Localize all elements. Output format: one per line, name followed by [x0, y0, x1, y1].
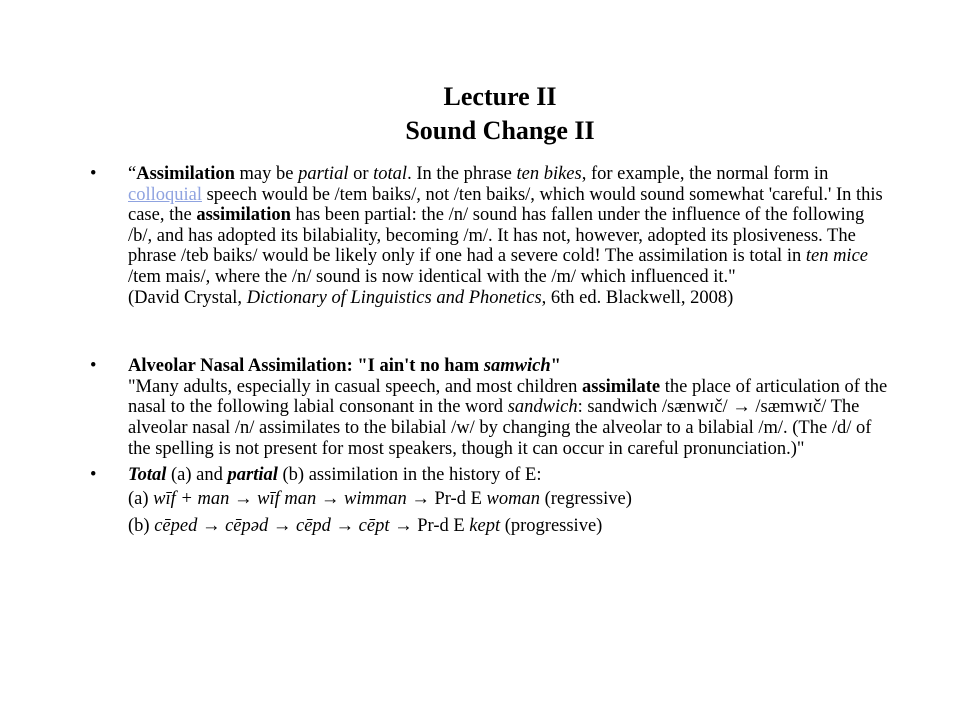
text: has been partial: the /n/ sound has fallen under the influence of the following /b/, and has adopted its bilabiality, becoming /m/. It has not, however, adopted its plosiveness. The phrase /teb baiks/ would be likely only if one had a severe cold! The assimilation is total in — [128, 205, 865, 267]
bullet-item-alveolar-nasal — [90, 356, 890, 459]
citation-title: Dictionary of Linguistics and Phonetics — [246, 287, 542, 308]
term-assimilation: Assimilation — [136, 164, 235, 184]
bullet-marker: • — [90, 356, 97, 377]
text: the place of articulation of the nasal to the following labial consonant in the word — [128, 376, 888, 418]
text: "Many adults, especially in casual speech, and most children — [128, 376, 582, 397]
form: cēpt — [358, 515, 390, 536]
text: or — [348, 164, 374, 184]
form: wīf man — [257, 488, 317, 509]
example-ten-bikes: ten bikes — [516, 164, 582, 184]
title-line-1: Lecture II — [443, 82, 557, 111]
alveolar-quote-text — [128, 377, 890, 459]
heading-text: Alveolar Nasal Assimilation: "I ain't no ham — [128, 356, 484, 377]
term-partial: partial — [227, 465, 278, 486]
bullet-marker: • — [90, 465, 97, 486]
example-sandwich: sandwich — [507, 397, 578, 418]
form: cēpəd — [225, 515, 269, 536]
content — [90, 164, 890, 540]
bullet-item-crystal-quote — [90, 164, 890, 308]
text: → — [330, 515, 359, 536]
crystal-quote-text — [128, 164, 890, 288]
bullet-item-history — [90, 465, 890, 486]
text: , for example, the normal form in — [581, 164, 829, 184]
example-line-a — [90, 486, 890, 513]
alveolar-heading — [128, 356, 890, 377]
text: (regressive) — [539, 488, 632, 509]
form: woman — [486, 488, 540, 509]
heading-italic: samwich — [483, 356, 551, 377]
text: : sandwich /sænwɪč/ → /sæmwɪč/ The alveolar nasal /n/ assimilates to the bilabial /w/ by changing the alveolar to a bilabial /m/. (The /d/ of the spelling is not present for most speakers, though it can occur in careful pronunciation.)" — [128, 397, 872, 459]
term-total: total — [373, 164, 408, 184]
form: cēpd — [295, 515, 331, 536]
form: wimman — [344, 488, 407, 509]
text: → — [197, 515, 226, 536]
text: (a) and — [166, 465, 228, 486]
term-assimilation: assimilation — [196, 205, 291, 226]
term-total: Total — [128, 465, 167, 486]
form: cēped — [154, 515, 198, 536]
text: → — [229, 488, 258, 509]
text: (a) — [128, 488, 154, 509]
spacer — [90, 308, 890, 356]
term-assimilate: assimilate — [582, 376, 661, 397]
example-line-b — [90, 513, 890, 540]
title-line-2: Sound Change II — [405, 116, 595, 145]
text: → — [316, 488, 344, 509]
text: → Pr-d E — [389, 515, 470, 536]
slide-title — [0, 80, 960, 148]
example-ten-mice: ten mice — [805, 246, 868, 267]
citation-text: (David Crystal, — [128, 287, 247, 308]
text: → — [268, 515, 296, 536]
text: → Pr-d E — [406, 488, 487, 509]
colloquial-link[interactable]: colloquial — [128, 184, 202, 205]
text: (progressive) — [500, 515, 603, 536]
text: . In the phrase — [407, 164, 517, 184]
form: wīf + man — [153, 488, 230, 509]
text: /tem mais/, where the /n/ sound is now identical with the /m/ which influenced it." — [128, 266, 736, 287]
quote-mark: “ — [128, 164, 137, 184]
text: may be — [234, 164, 299, 184]
text: (b) assimilation in the history of E: — [277, 465, 542, 486]
form: kept — [469, 515, 501, 536]
bullet-marker: • — [90, 164, 97, 184]
history-text — [128, 465, 890, 486]
citation-text: , 6th ed. Blackwell, 2008) — [541, 287, 734, 308]
term-partial: partial — [298, 164, 349, 184]
citation — [128, 288, 890, 309]
text: speech would be /tem baiks/, not /ten baiks/, which would sound somewhat 'careful.' In this case, the — [128, 184, 883, 226]
heading-text: " — [550, 356, 561, 377]
text: (b) — [128, 515, 155, 536]
